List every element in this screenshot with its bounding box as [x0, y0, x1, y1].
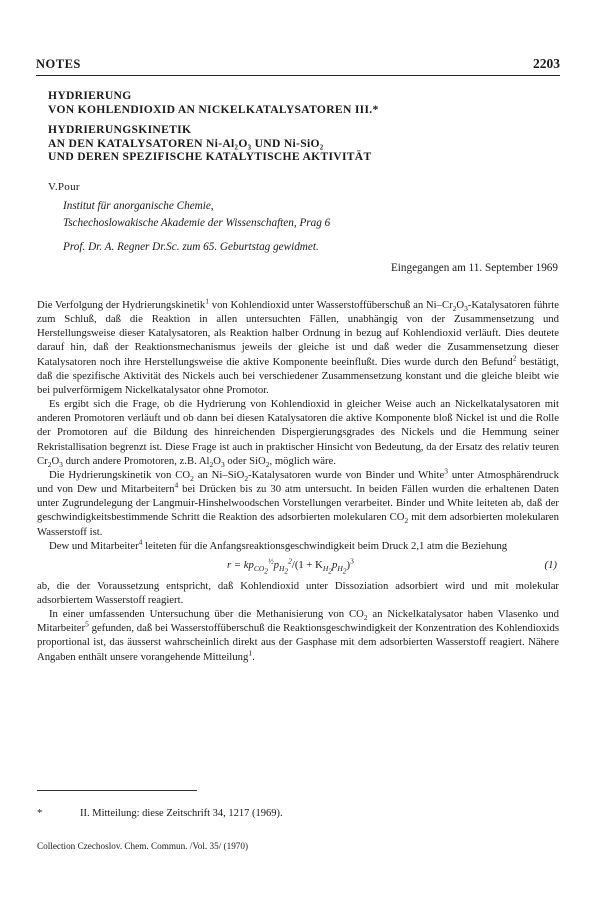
paragraph: Es ergibt sich die Frage, ob die Hydrierung von Kohlendioxid in gleicher Weise auch an Nickelkatalysatoren mit anderen Promotoren verläuft und ob dann bei diesen Katalysatoren die aktive Komponente bloß Nickel ist und die Rolle der Promotoren auf die Bildung des hinreichenden Dispergierungsgrades des Nickels und die Hemmung seiner Rekristallisation begrenzt ist. Diese Frage ist auch in praktischer Hinsicht von Bedeutung, da der Ersatz des relativ teuren $Cr_2O_3$ durch andere Promotoren, z.B. $Al_2O_3$ oder SiO$_2$, möglich wäre. [37, 398, 559, 469]
footnote-rule [37, 790, 197, 791]
footnote-text: II. Mitteilung: diese Zeitschrift 34, 1217 (1969). [80, 808, 283, 819]
equation-lhs: r = k [227, 558, 249, 571]
equation: $r = kp_{CO_2}^{\frac{1}{2}}p_{H_2}^2/(1 + K_{H_2}p_{H_2})^3$ (1) [227, 556, 557, 576]
equation-number: (1) [544, 558, 557, 571]
section-label: NOTES [36, 57, 81, 71]
subtitle-line: AN DEN KATALYSATOREN Ni-Al₂O₃ UND Ni-SiO₂ [48, 136, 324, 150]
dedication: Prof. Dr. A. Regner Dr.Sc. zum 65. Geburtstag gewidmet. [63, 241, 319, 253]
footnote [37, 808, 283, 819]
journal-footer: Collection Czechoslov. Chem. Commun. /Vol. 35/ (1970) [37, 841, 249, 851]
affiliation-line: Institut für anorganische Chemie, [63, 200, 214, 212]
running-head [36, 57, 560, 76]
subtitle-line: HYDRIERUNGSKINETIK [48, 123, 192, 136]
paragraph: Dew und Mitarbeiter$^4$ leiteten für die Anfangsreaktionsgeschwindigkeit beim Druck 2,1 atm die Beziehung [49, 537, 508, 552]
page-number: 2203 [533, 56, 560, 71]
affiliation [63, 198, 330, 232]
paragraph: Die Hydrierungskinetik von $CO_2$ an Ni–SiO$_2$-Katalysatoren wurde von Binder und White$^3$ unter Atmosphärendruck und von Dew und Mitarbeitern$^4$ bei Drücken bis zu 30 atm untersucht. In beiden Fällen wurden die erhaltenen Daten unter Zugrundelegung der Langmuir-Hinshelwoodschen Vorstellungen verarbeitet. Binder und White leiteten ab, daß der geschwindigkeitsbestimmende Schritt die Reaktion des adsorbierten molekularen $CO_2$ mit dem adsorbierten molekularen Wasserstoff ist. [37, 466, 560, 538]
paragraph: In einer umfassenden Untersuchung über die Methanisierung von $CO_2$ an Nickelkatalysator haben Vlasenko und Mitarbeiter$^5$ gefunden, daß bei Wasserstoffüberschuß die Reaktionsgeschwindigkeit der Konzentration des Kohlendioxids proportional ist, das äusserst wahrscheinlich direkt aus der Gasphase mit dem adsorbierten Wasserstoff reagiert. Nähere Angaben enthält unsere vorangehende Mitteilung$^1$. [37, 608, 559, 663]
title-line: HYDRIERUNG [48, 89, 132, 102]
title-line: VON KOHLENDIOXID AN NICKELKATALYSATOREN III.* [48, 102, 379, 116]
affiliation-line: Tschechoslowakische Akademie der Wissenschaften, Prag 6 [63, 217, 331, 229]
paragraph: ab, die der Voraussetzung entspricht, daß Kohlendioxid unter Dissoziation adsorbiert wird und mit molekular adsorbiertem Wasserstoff reagiert. [37, 579, 559, 606]
article-title [48, 89, 379, 164]
equation-rhs: /(1 + K [291, 558, 323, 571]
author: V.Pour [48, 181, 80, 193]
footnote-mark: * [37, 808, 43, 819]
received-date: Eingegangen am 11. September 1969 [390, 262, 558, 274]
subtitle-line: UND DEREN SPEZIFISCHE KATALYTISCHE AKTIVITÄT [48, 150, 372, 163]
paragraph: Die Verfolgung der Hydrierungskinetik$^1$ von Kohlendioxid unter Wasserstoffüberschuß an $Ni-Cr_2O_3$-Katalysatoren führte zum Schluß, daß die Reaktion in allen untersuchten Fällen, unabhängig von der Zusammensetzung und Herstellungsweise dieser Katalysatoren, als Reaktion halber Ordnung in bezug auf Kohlendioxid verläuft. Dies deutete darauf hin, daß der Reaktionsmechanismus jeweils der gleiche ist und daß weder die Zusammensetzung dieser Katalysatoren noch ihre Herstellungsweise die aktive Komponente beeinflußt. Dies wurde durch den Befund$^2$ bestätigt, daß die spezifische Aktivität des Nickels auch bei verschiedener Zusammensetzung konstant und die gleiche bleibt wie bei pulverförmigem Nickelkatalysator ohne Promotor. [37, 296, 560, 396]
article-body [37, 298, 559, 664]
